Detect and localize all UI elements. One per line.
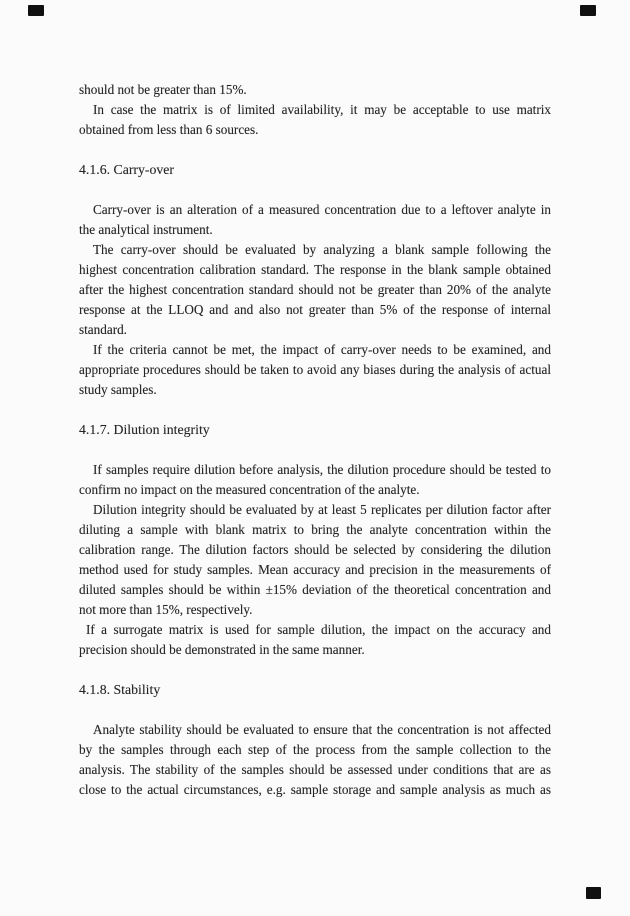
- text-line: If the criteria cannot be met, the impact of carry-over needs to be examined, and: [93, 342, 551, 357]
- text-line: method used for study samples. Mean accuracy and precision in the measurements of: [79, 562, 551, 577]
- text-line: If samples require dilution before analysis, the dilution procedure should be tested to: [93, 462, 551, 477]
- text-line: by the samples through each step of the process from the sample collection to the: [79, 742, 551, 757]
- text-line: precision should be demonstrated in the same manner.: [79, 642, 365, 657]
- text-line: Carry-over is an alteration of a measured concentration due to a leftover analyte in: [93, 202, 551, 217]
- text-line: If a surrogate matrix is used for sample dilution, the impact on the accuracy and: [86, 622, 551, 637]
- section-heading: 4.1.7. Dilution integrity: [79, 422, 210, 437]
- scan-mark-bottom-right: [586, 887, 601, 899]
- scan-mark-top-right: [580, 5, 596, 16]
- text-line: close to the actual circumstances, e.g. sample storage and sample analysis as much as: [79, 782, 551, 797]
- scan-mark-top-left: [28, 5, 44, 16]
- text-line: the analytical instrument.: [79, 222, 213, 237]
- text-line: appropriate procedures should be taken to avoid any biases during the analysis of actual: [79, 362, 551, 377]
- text-line: obtained from less than 6 sources.: [79, 122, 259, 137]
- text-line: Dilution integrity should be evaluated by at least 5 replicates per dilution factor after: [93, 502, 551, 517]
- document-text-column: [79, 80, 551, 800]
- text-line: should not be greater than 15%.: [79, 82, 247, 97]
- text-line: response at the LLOQ and and also not greater than 5% of the response of internal: [79, 302, 551, 317]
- text-line: highest concentration calibration standard. The response in the blank sample obtained: [79, 262, 551, 277]
- text-line: after the highest concentration standard should not be greater than 20% of the analyte: [79, 282, 551, 297]
- text-line: standard.: [79, 322, 127, 337]
- section-heading: 4.1.6. Carry-over: [79, 162, 175, 177]
- text-line: diluted samples should be within ±15% deviation of the theoretical concentration and: [79, 582, 551, 597]
- text-line: In case the matrix is of limited availability, it may be acceptable to use matrix: [93, 102, 551, 117]
- text-line: analysis. The stability of the samples should be assessed under conditions that are as: [79, 762, 551, 777]
- text-line: not more than 15%, respectively.: [79, 602, 253, 617]
- text-line: diluting a sample with blank matrix to bring the analyte concentration within the: [79, 522, 551, 537]
- text-line: confirm no impact on the measured concentration of the analyte.: [79, 482, 420, 497]
- section-heading: 4.1.8. Stability: [79, 682, 161, 697]
- text-line: study samples.: [79, 382, 157, 397]
- text-line: The carry-over should be evaluated by analyzing a blank sample following the: [93, 242, 551, 257]
- text-line: calibration range. The dilution factors should be selected by considering the dilution: [79, 542, 551, 557]
- text-line: Analyte stability should be evaluated to ensure that the concentration is not affected: [93, 722, 551, 737]
